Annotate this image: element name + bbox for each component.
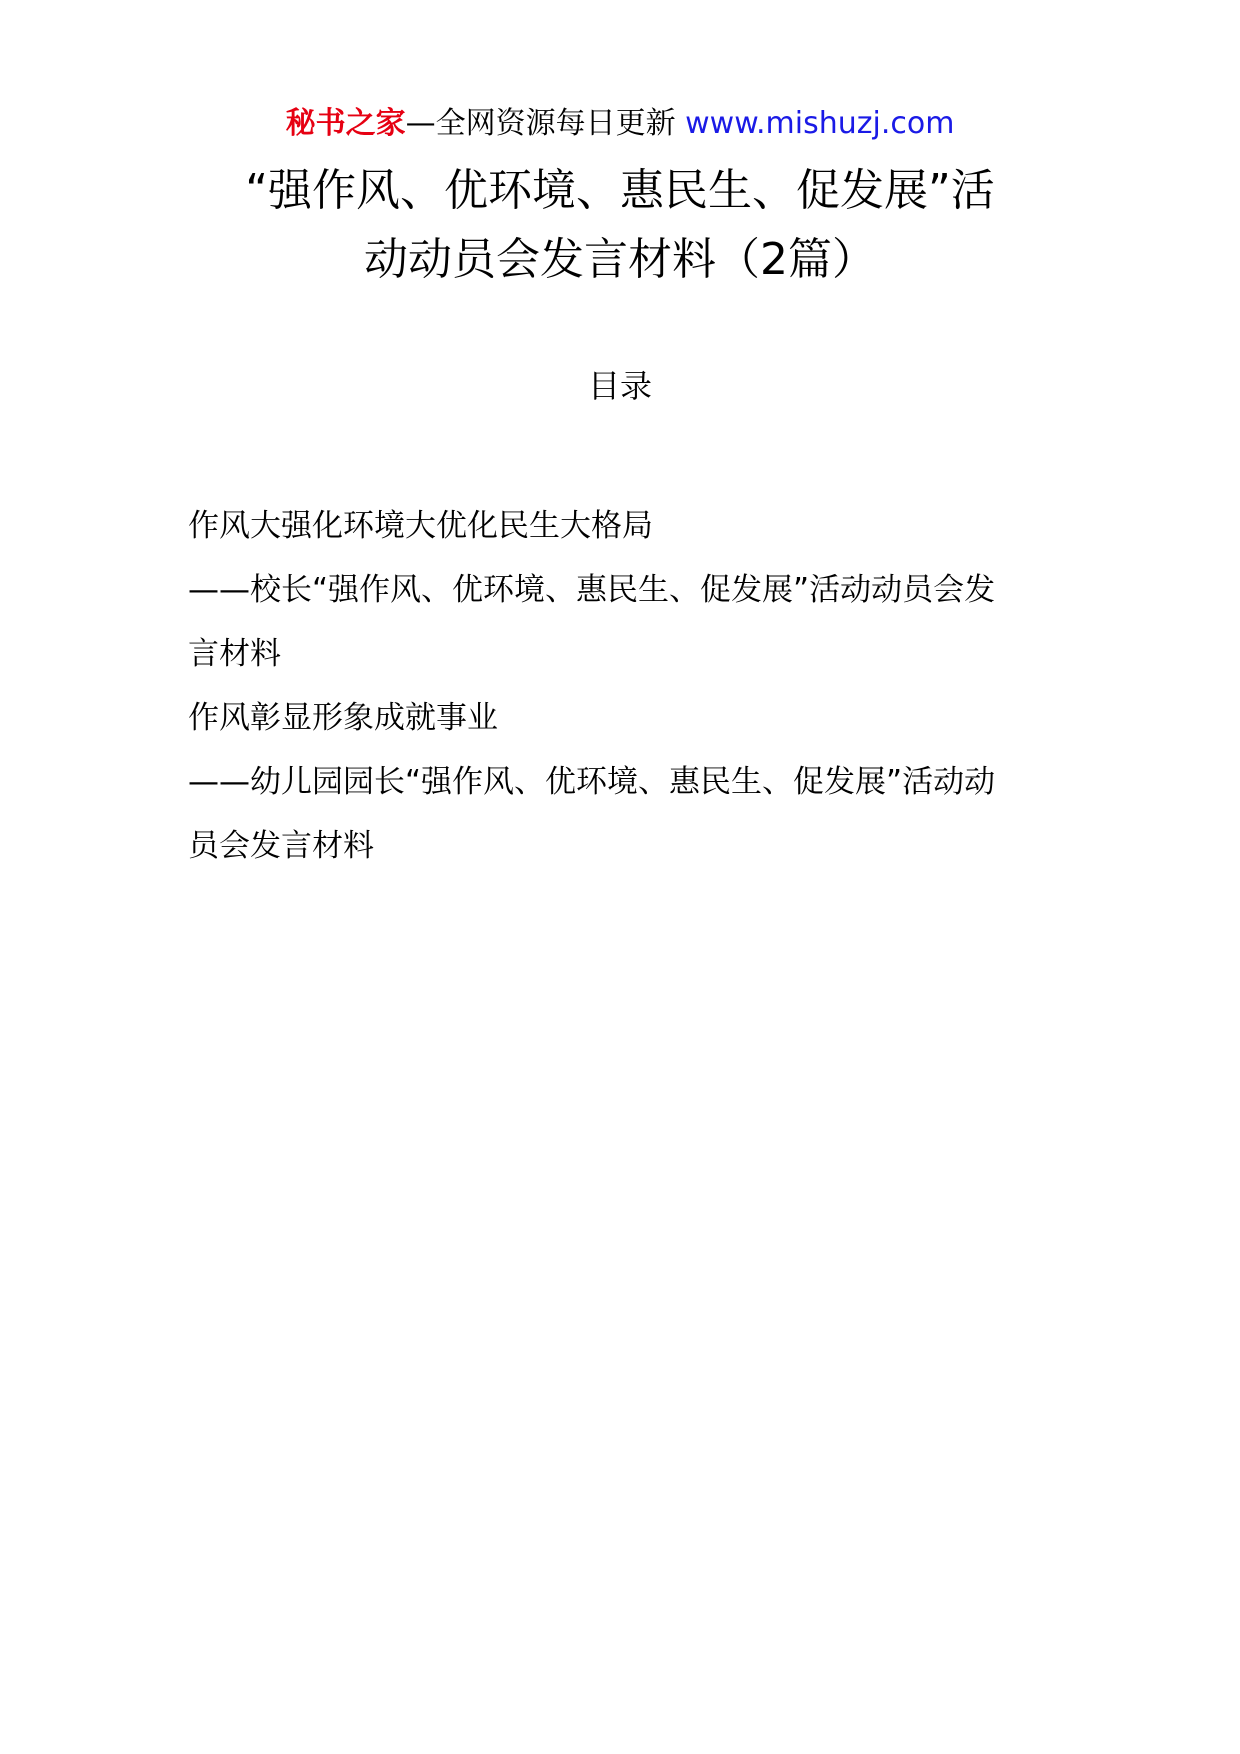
toc-entry-1-subtitle-line-2: 言材料 bbox=[188, 636, 281, 672]
toc-heading: 目录 bbox=[587, 367, 652, 405]
document-title-line-1: “强作风、优环境、惠民生、促发展”活 bbox=[245, 165, 995, 216]
table-of-contents bbox=[188, 494, 1068, 878]
site-header bbox=[0, 104, 1240, 144]
header-tagline: —全网资源每日更新 bbox=[405, 106, 686, 141]
toc-entry-1-subtitle-line-1: ——校长“强作风、优环境、惠民生、促发展”活动动员会发 bbox=[188, 572, 996, 608]
toc-entry-2-subtitle-line-1: ——幼儿园园长“强作风、优环境、惠民生、促发展”活动动 bbox=[188, 764, 996, 800]
site-url-link[interactable]: www.mishuzj.com bbox=[685, 106, 955, 141]
document-title-line-2: 动动员会发言材料（2篇） bbox=[364, 234, 876, 285]
toc-entry-2-subtitle-line-2: 员会发言材料 bbox=[188, 828, 374, 864]
toc-entry-1-title: 作风大强化环境大优化民生大格局 bbox=[188, 508, 653, 544]
toc-entry-2-title: 作风彰显形象成就事业 bbox=[188, 700, 498, 736]
brand-name: 秘书之家 bbox=[285, 106, 406, 141]
